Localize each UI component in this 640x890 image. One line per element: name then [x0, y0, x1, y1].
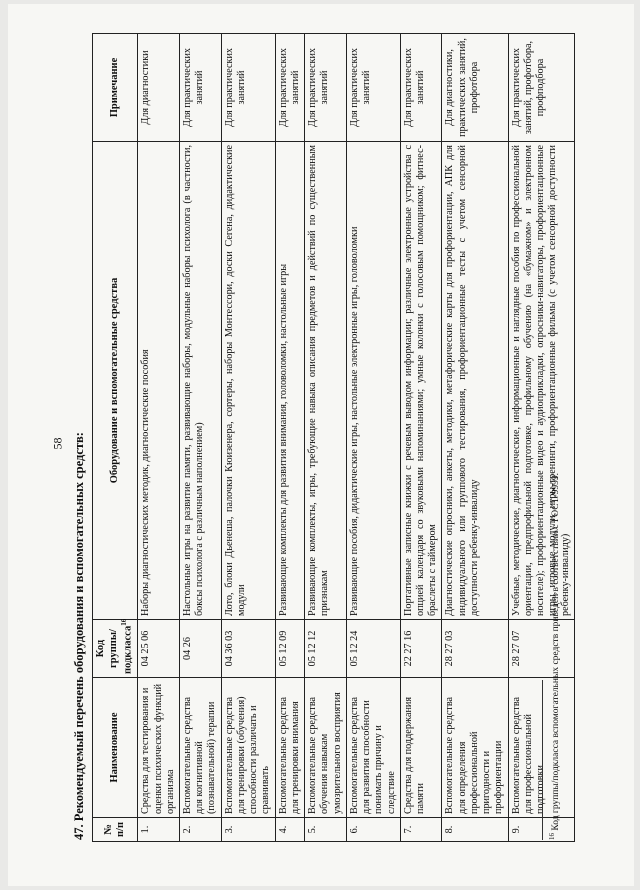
cell-code: 05 12 09 — [275, 620, 304, 678]
cell-name: Средства для тестирования и оценки психических функций организма — [138, 678, 180, 818]
section-heading: 47. Рекомендуемый перечень оборудования и вспомогательных средств: — [72, 432, 86, 840]
cell-code: 28 27 07 — [508, 620, 574, 678]
cell-note: Для диагностики — [138, 34, 180, 142]
cell-note: Для практических занятий — [275, 34, 304, 142]
table-row — [442, 34, 508, 842]
table-row — [179, 34, 221, 842]
cell-note: Для диагностики, практических занятий, профотбора — [442, 34, 508, 142]
cell-num: 7. — [400, 818, 442, 842]
cell-equipment: Развивающие комплекты, игры, требующие навыка описания предметов и действий по существенным признакам — [305, 142, 347, 620]
cell-name: Средства для поддержания памяти — [400, 678, 442, 818]
col-header-name: Наименование — [93, 678, 138, 818]
cell-code: 22 27 16 — [400, 620, 442, 678]
cell-code: 05 12 12 — [305, 620, 347, 678]
cell-note: Для практических занятий — [346, 34, 400, 142]
footnote-divider — [542, 680, 543, 840]
cell-equipment: Диагностические опросники, анкеты, методики, метафорические карты для профориентации, АПК для индивидуального или группового тестирования, профориентационные тесты с учетом сенсорной доступности ребенку-инвалиду — [442, 142, 508, 620]
table-row — [346, 34, 400, 842]
cell-num: 9. — [508, 818, 574, 842]
cell-name: Вспомогательные средства для развития способности понимать причину и следствие — [346, 678, 400, 818]
cell-num: 8. — [442, 818, 508, 842]
cell-num: 6. — [346, 818, 400, 842]
cell-equipment: Наборы диагностических методик, диагностические пособия — [138, 142, 180, 620]
cell-note: Для практических занятий — [400, 34, 442, 142]
footnote-mark: 16 — [548, 833, 556, 840]
cell-code: 04 26 — [179, 620, 221, 678]
footnote-text: Код группы/подкласса вспомогательных средств приведен в соответствии с ГОСТ-9999. — [551, 473, 562, 831]
cell-note: Для практических занятий — [221, 34, 275, 142]
cell-num: 2. — [179, 818, 221, 842]
table-row — [275, 34, 304, 842]
table-row — [221, 34, 275, 842]
col-header-equipment: Оборудование и вспомогательные средства — [93, 142, 138, 620]
cell-num: 1. — [138, 818, 180, 842]
cell-note: Для практических занятий, профотбора, профподбора — [508, 34, 574, 142]
cell-equipment: Развивающие комплекты для развития внимания, головоломки, настольные игры — [275, 142, 304, 620]
footnote-ref: 16 — [120, 618, 129, 626]
table-row — [400, 34, 442, 842]
cell-equipment: Настольные игры на развитие памяти, развивающие наборы, модульные наборы психолога (в частности, боксы психолога с различным наполнением) — [179, 142, 221, 620]
cell-note: Для практических занятий — [305, 34, 347, 142]
cell-num: 5. — [305, 818, 347, 842]
cell-name: Вспомогательные средства обучения навыкам умозрительного восприятия — [305, 678, 347, 818]
cell-name: Вспомогательные средства для определения профессиональной пригодности и профориентации — [442, 678, 508, 818]
col-header-note: Примечание — [93, 34, 138, 142]
cell-code: 05 12 24 — [346, 620, 400, 678]
cell-code: 28 27 03 — [442, 620, 508, 678]
cell-name: Вспомогательные средства для тренировки внимания — [275, 678, 304, 818]
equipment-table — [92, 33, 575, 842]
table-row — [305, 34, 347, 842]
cell-code: 04 25 06 — [138, 620, 180, 678]
footnote — [548, 473, 561, 840]
col-header-code: Код группы/ подкласса$^{16}$ — [93, 620, 138, 678]
cell-equipment: Учебные, методические, диагностические, информационные и наглядные пособия по профессиональной ориентации, предпрофильной подготовке, профильному обучению (на «бумажном» и электронном носителе); профориентационные видео и аудиоприкладки, опросники-навигаторы, профориентационные игры, игровые модули, игры-тренинги, профориентационные фильмы (с учетом сенсорной доступности ребенку-инвалиду) — [508, 142, 574, 620]
table-row — [138, 34, 180, 842]
cell-num: 4. — [275, 818, 304, 842]
cell-code: 04 36 03 — [221, 620, 275, 678]
cell-num: 3. — [221, 818, 275, 842]
table-header-row — [93, 34, 138, 842]
rotated-content — [68, 22, 588, 852]
page-number: 58 — [50, 437, 65, 450]
cell-equipment: Портативные записные книжки с речевым выводом информации; различные электронные устройства с опцией календаря со звуковыми напоминаниями; умные колонки с голосовым помощником; фитнес-браслеты с таймером — [400, 142, 442, 620]
cell-name: Вспомогательные средства для тренировки (обучения) способности различать и сравнивать — [221, 678, 275, 818]
cell-equipment: Лото, блоки Дьенеша, палочки Кюизенера, сортеры, наборы Монтессори, доски Сегена, дидактические модули — [221, 142, 275, 620]
cell-equipment: Развивающие пособия, дидактические игры, настольные электронные игры, головоломки — [346, 142, 400, 620]
document-page — [8, 4, 634, 886]
col-header-num: № п/п — [93, 818, 138, 842]
cell-name: Вспомогательные средства для когнитивной (познавательной) терапии — [179, 678, 221, 818]
cell-name: Вспомогательные средства для профессиональной подготовки — [508, 678, 574, 818]
cell-note: Для практических занятий — [179, 34, 221, 142]
